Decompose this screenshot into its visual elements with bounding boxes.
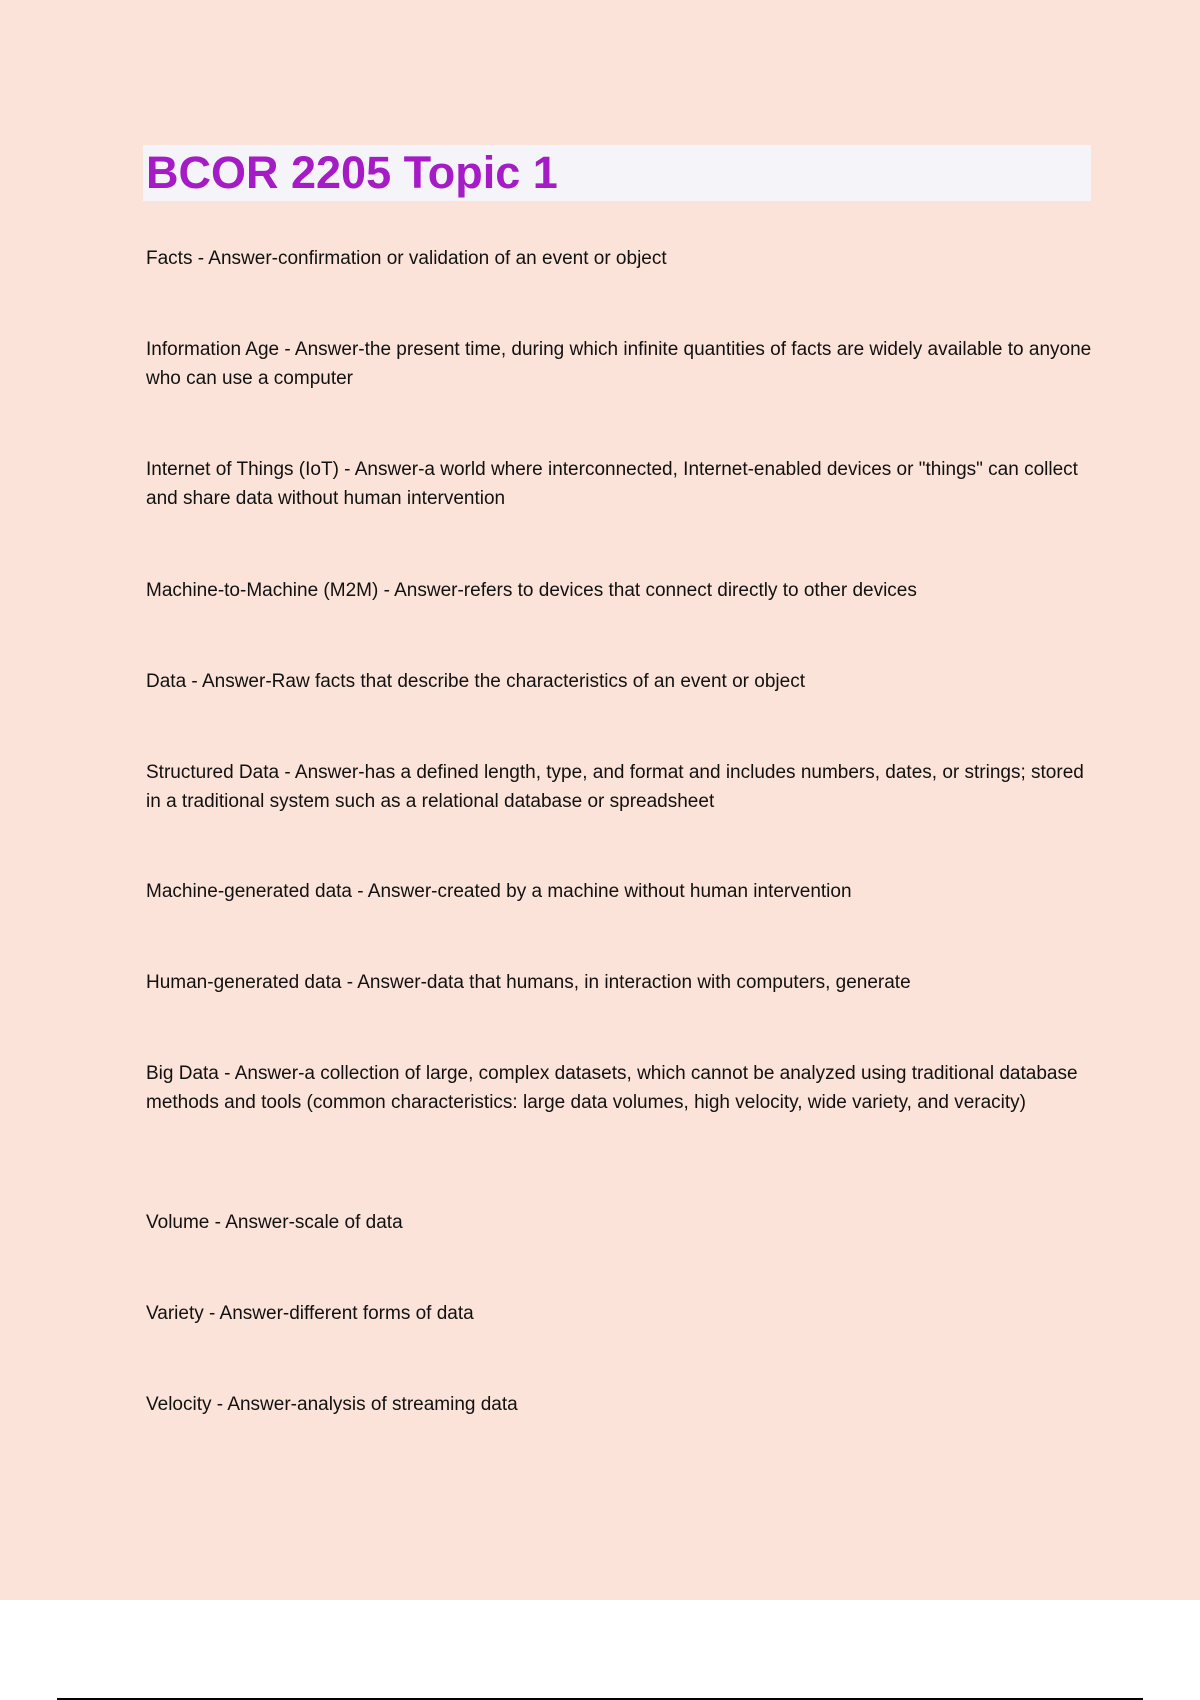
entry-human-generated-data: Human-generated data - Answer-data that humans, in interaction with computers, generate [146,972,911,993]
entry-variety: Variety - Answer-different forms of data [146,1303,474,1324]
entry-big-data: Big Data - Answer-a collection of large, complex datasets, which cannot be analyzed using traditional database methods and tools (common characteristics: large data volumes, high velocity, wide variety, and veracity) [146,1063,1078,1113]
entry-data: Data - Answer-Raw facts that describe the characteristics of an event or object [146,671,805,692]
document-title: BCOR 2205 Topic 1 [146,147,558,198]
entry-velocity: Velocity - Answer-analysis of streaming data [146,1394,518,1415]
entry-internet-of-things: Internet of Things (IoT) - Answer-a world where interconnected, Internet-enabled devices or "things" can collect and share data without human intervention [146,459,1078,509]
entry-volume: Volume - Answer-scale of data [146,1212,403,1233]
entry-structured-data: Structured Data - Answer-has a defined length, type, and format and includes numbers, dates, or strings; stored in a traditional system such as a relational database or spreadsheet [146,762,1084,812]
entry-machine-generated-data: Machine-generated data - Answer-created by a machine without human intervention [146,881,852,902]
entry-information-age: Information Age - Answer-the present time, during which infinite quantities of facts are widely available to anyone who can use a computer [146,339,1092,389]
entry-facts: Facts - Answer-confirmation or validation of an event or object [146,248,667,269]
entry-machine-to-machine: Machine-to-Machine (M2M) - Answer-refers to devices that connect directly to other devices [146,580,917,601]
